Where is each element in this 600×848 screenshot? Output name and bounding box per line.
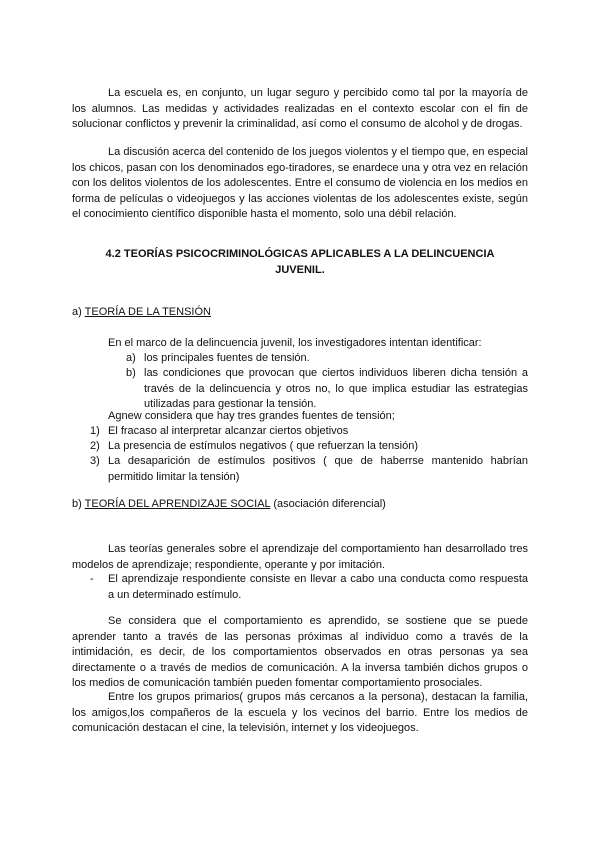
subsection-b-underlined-title: TEORÍA DEL APRENDIZAJE SOCIAL bbox=[84, 498, 271, 510]
letter-item-b: las condiciones que provocan que ciertos individuos liberen dicha tensión a través de la delincuencia y otros no, lo que implica estudiar las estrategias utilizadas para gestionar la tensión. bbox=[144, 367, 528, 410]
subsection-a-prefix: a) bbox=[72, 306, 85, 318]
learned-behavior-paragraph: Se considera que el comportamiento es aprendido, se sostiene que se puede aprender tanto a través de las personas próximas al individuo como a través de la intimidación, es decir, de los comportamientos observados en otras personas ya sea directamente o a través de medios de comunicación. A la inversa también dichos grupos o los medios de comunicación también pueden fomentar comportamiento prosociales. bbox=[72, 615, 528, 689]
learning-models-paragraph: Las teorías generales sobre el aprendizaje del comportamiento han desarrollado tres modelos de aprendizaje; respondiente, operante y por imitación. bbox=[72, 543, 528, 571]
agnew-sentence: Agnew considera que hay tres grandes fuentes de tensión; bbox=[108, 410, 395, 422]
paragraph-violent-games: La discusión acerca del contenido de los juegos violentos y el tiempo que, en especial los chicos, pasan con los denominados ego-tiradores, se enardece una y otra vez en relación con los delitos violentos de los adolescentes. Entre el consumo de violencia en los medios en forma de películas o videojuegos y las acciones violentas de los adolescentes existe, según el conocimiento científico disponible hasta el momento, solo una débil relación. bbox=[72, 146, 528, 220]
section-heading-line1: 4.2 TEORÍAS PSICOCRIMINOLÓGICAS APLICABLES A LA DELINCUENCIA bbox=[105, 248, 495, 260]
section-heading bbox=[72, 247, 528, 278]
number-marker-1: 1) bbox=[90, 425, 100, 437]
numbered-item-1: El fracaso al interpretar alcanzar ciertos objetivos bbox=[108, 425, 349, 437]
subsection-a-title bbox=[72, 305, 211, 321]
numbered-item-2: La presencia de estímulos negativos ( que refuerzan la tensión) bbox=[108, 440, 419, 452]
subsection-b-suffix: (asociación diferencial) bbox=[270, 498, 386, 510]
section-heading-line2: JUVENIL. bbox=[275, 263, 325, 276]
number-marker-2: 2) bbox=[90, 440, 100, 452]
number-marker-3: 3) bbox=[90, 455, 100, 467]
subsection-b-prefix: b) bbox=[72, 498, 85, 510]
letter-item-a: los principales fuentes de tensión. bbox=[144, 352, 310, 364]
letter-marker-a: a) bbox=[126, 352, 136, 364]
strain-intro: En el marco de la delincuencia juvenil, los investigadores intentan identificar: bbox=[108, 337, 482, 349]
paragraph-school-safety: La escuela es, en conjunto, un lugar seguro y percibido como tal por la mayoría de los alumnos. Las medidas y actividades realizadas en el contexto escolar con el fin de solucionar conflictos y prevenir la criminalidad, así como el consumo de alcohol y de drogas. bbox=[72, 87, 528, 130]
letter-marker-b: b) bbox=[126, 367, 136, 379]
primary-groups-paragraph: Entre los grupos primarios( grupos más cercanos a la persona), destacan la familia, los amigos,los compañeros de la escuela y los vecinos del barrio. Entre los medios de comunicación destacan el cine, la televisión, internet y los videojuegos. bbox=[72, 691, 528, 734]
subsection-b-title bbox=[72, 497, 386, 513]
bullet-item-respondent: El aprendizaje respondiente consiste en llevar a cabo una conducta como respuesta a un determinado estímulo. bbox=[108, 573, 528, 601]
bullet-marker: - bbox=[90, 573, 94, 585]
numbered-item-3: La desaparición de estímulos positivos ( que de haberrse mantenido habrían permitido limitar la tensión) bbox=[108, 455, 528, 483]
subsection-a-underlined-title: TEORÍA DE LA TENSIÓN bbox=[84, 306, 211, 318]
